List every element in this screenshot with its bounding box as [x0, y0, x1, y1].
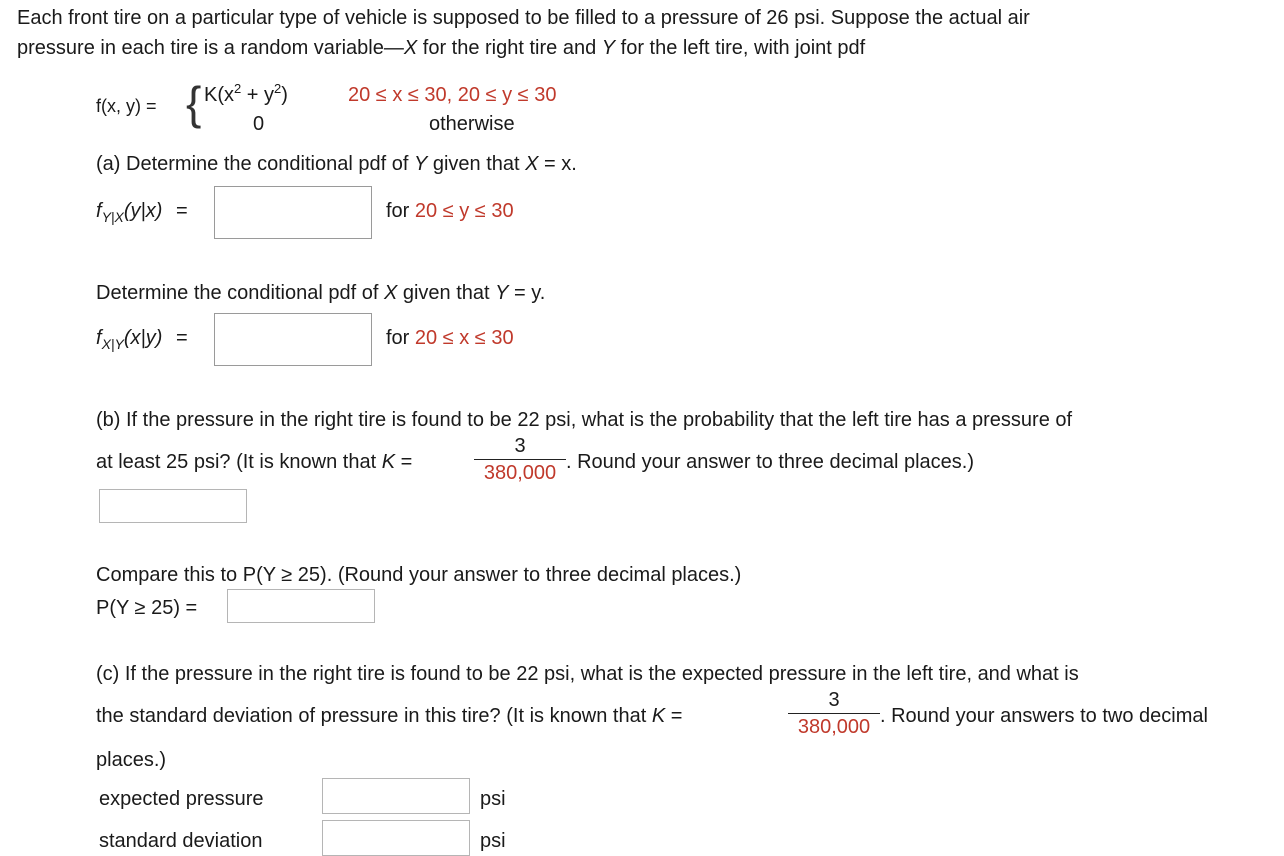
k-fraction-b [474, 435, 566, 484]
conditional-pdf-x-given-y-label: $f_{X|Y}(x|y)$ = [96, 327, 188, 352]
fraction-bar [788, 713, 880, 714]
pdf-case1-expression: $K(x^2 + y^2)$ [204, 81, 288, 106]
k-numerator: 3 [514, 435, 526, 457]
p-y-ge-25-label: P(Y ≥ 25) = [96, 597, 198, 619]
intro-line-2: pressure in each tire is a random variable—X for the right tire and Y for the left tire, with joint pdf [17, 37, 866, 59]
range-y-note: for 20 ≤ y ≤ 30 [386, 200, 514, 222]
k-denominator: 380,000 [483, 462, 557, 484]
intro-line-1: Each front tire on a particular type of vehicle is supposed to be filled to a pressure of 26 psi. Suppose the actual air [17, 7, 1030, 29]
expected-pressure-unit: psi [480, 788, 506, 810]
p-y-ge-25-input[interactable] [227, 589, 375, 623]
standard-deviation-unit: psi [480, 830, 506, 852]
pdf-brace: { [186, 77, 202, 129]
pdf-lhs: f(x, y) = [96, 96, 157, 116]
part-c-prompt-line-2: the standard deviation of pressure in this tire? (It is known that K = [96, 705, 683, 727]
conditional-pdf-x-given-y-input[interactable] [214, 313, 372, 366]
expected-pressure-label: expected pressure [99, 788, 264, 810]
part-b-compare-prompt: Compare this to P(Y ≥ 25). (Round your answer to three decimal places.) [96, 564, 742, 586]
k-fraction-c [788, 689, 880, 738]
conditional-pdf-y-given-x-input[interactable] [214, 186, 372, 239]
expected-pressure-input[interactable] [322, 778, 470, 814]
part-c-rounding-note: . Round your answers to two decimal [880, 705, 1208, 727]
conditional-pdf-y-given-x-label: $f_{Y|X}(y|x)$ = [96, 200, 188, 225]
standard-deviation-input[interactable] [322, 820, 470, 856]
pdf-case2-expression: 0 [253, 113, 265, 135]
part-c-prompt-line-3: places.) [96, 749, 167, 771]
part-b-prompt-line-1: (b) If the pressure in the right tire is found to be 22 psi, what is the probability that the left tire has a pressure of [96, 409, 1073, 431]
part-b-prompt-line-2: at least 25 psi? (It is known that K = [96, 451, 413, 473]
probability-answer-input[interactable] [99, 489, 247, 523]
part-b-rounding-note: . Round your answer to three decimal places.) [566, 451, 974, 473]
pdf-case1-condition: 20 ≤ x ≤ 30, 20 ≤ y ≤ 30 [348, 84, 557, 106]
part-a-prompt: (a) Determine the conditional pdf of Y given that X = x. [96, 153, 577, 175]
fraction-bar [474, 459, 566, 460]
k-numerator: 3 [828, 689, 840, 711]
standard-deviation-label: standard deviation [99, 830, 263, 852]
pdf-case2-condition: otherwise [429, 113, 515, 135]
part-a-prompt-2: Determine the conditional pdf of X given that Y = y. [96, 282, 546, 304]
k-denominator: 380,000 [797, 716, 871, 738]
range-x-note: for 20 ≤ x ≤ 30 [386, 327, 514, 349]
part-c-prompt-line-1: (c) If the pressure in the right tire is found to be 22 psi, what is the expected pressure in the left tire, and what is [96, 663, 1079, 685]
